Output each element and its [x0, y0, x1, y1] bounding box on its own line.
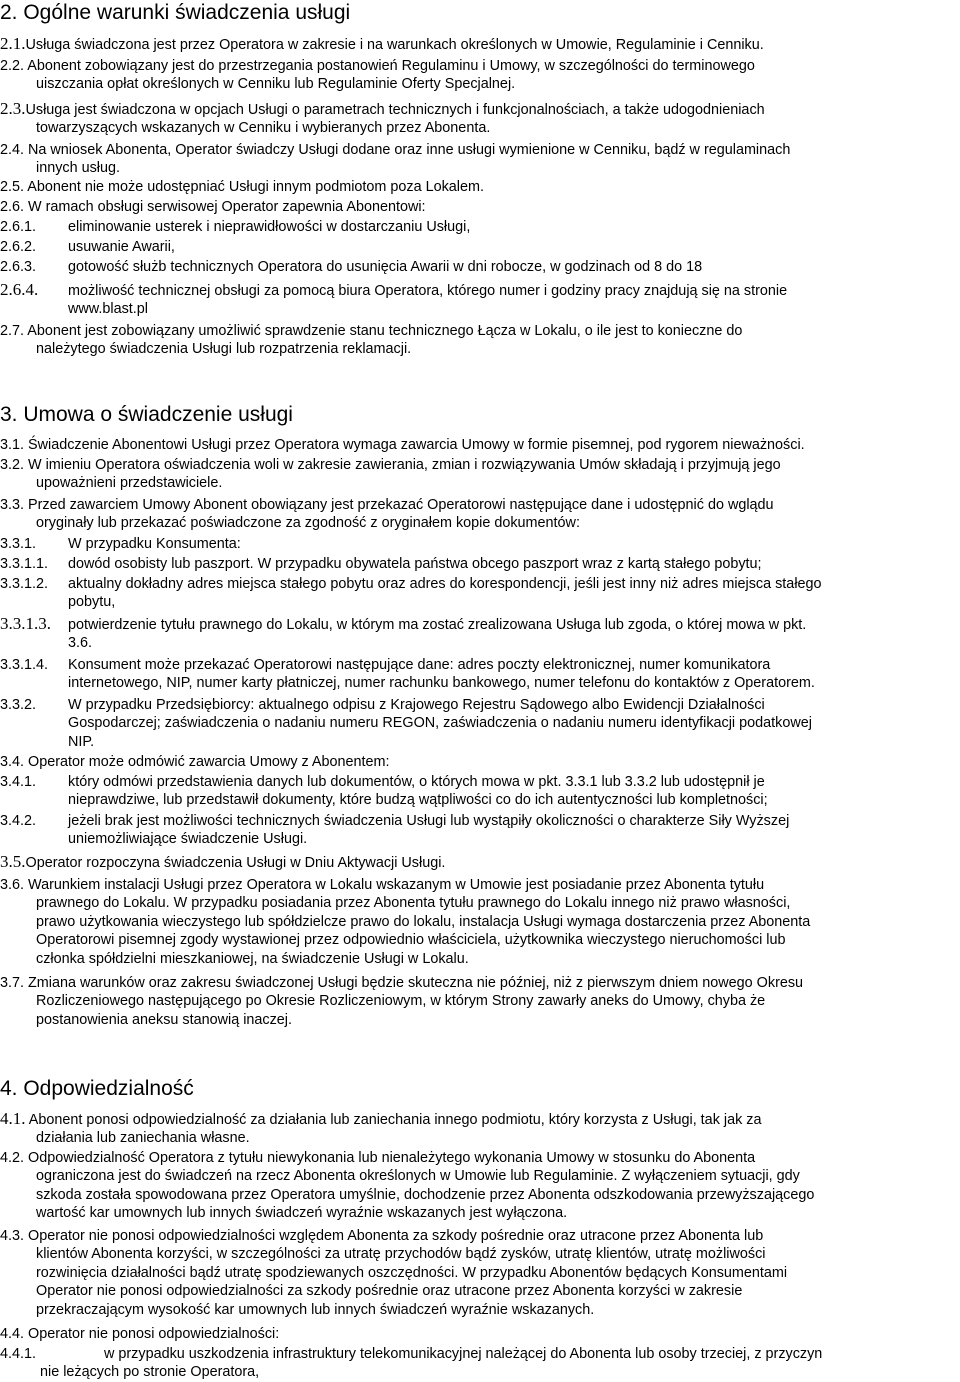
clause-text-continued: uniemożliwiające świadczenie Usługi. [68, 831, 308, 848]
clause-text: który odmówi przedstawienia danych lub dokumentów, o których mowa w pkt. 3.3.1 lub 3.3.2 lub udostępnił je [68, 774, 765, 790]
clause-2-6-4 [0, 281, 958, 319]
clause-3-7 [0, 974, 958, 1029]
section-title: 3. Umowa o świadczenie usługi [0, 403, 293, 426]
clause-number: 3.4.2. [0, 813, 37, 829]
clause-text: Odpowiedzialność Operatora z tytułu niewykonania lub nienależytego wykonania Umowy w stosunku do Abonenta [28, 1150, 756, 1166]
clause-2-6-1 [0, 218, 958, 236]
clause-text: jeżeli brak jest możliwości technicznych świadczenia Usługi lub wystąpiły okoliczności o charakterze Siły Wyższej [68, 813, 790, 829]
section-heading-2 [0, 0, 350, 26]
clause-text-continued: towarzyszących wskazanych w Cenniku i wybieranych przez Abonenta. [36, 120, 491, 137]
clause-text-continued: oryginały lub przekazać poświadczone za zgodność z oryginałem kopie dokumentów: [36, 515, 580, 532]
clause-text: W ramach obsługi serwisowej Operator zapewnia Abonentowi: [28, 199, 426, 215]
clause-number: 3.6. [0, 877, 25, 893]
clause-text-continued: nieprawdziwe, lub przedstawił dokumenty, które budzą wątpliwości co do ich autentyczności lub kompletności; [68, 792, 768, 809]
clause-2-6 [0, 198, 958, 216]
clause-text: w przypadku uszkodzenia infrastruktury telekomunikacyjnej należącej do Abonenta lub osoby trzeciej, z przyczyn [104, 1346, 823, 1362]
clause-number: 4.1. [0, 1109, 26, 1128]
clause-number: 2.6.1. [0, 219, 37, 235]
clause-text: Abonent jest zobowiązany umożliwić sprawdzenie stanu technicznego Łącza w Lokalu, o ile jest to konieczne do [27, 323, 743, 339]
clause-text-continued: Gospodarczej; zaświadczenia o nadaniu numeru REGON, zaświadczenia o nadaniu numeru identyfikacji podatkowej [68, 715, 812, 732]
clause-number: 3.4. [0, 754, 25, 770]
clause-number: 2.5. [0, 179, 25, 195]
clause-number: 4.3. [0, 1228, 25, 1244]
clause-text: potwierdzenie tytułu prawnego do Lokalu, w którym ma zostać zrealizowana Usługa lub zgoda, o której mowa w pkt. [68, 617, 807, 633]
clause-number: 4.4.1. [0, 1346, 37, 1362]
clause-number: 2.2. [0, 58, 25, 74]
clause-number: 3.4.1. [0, 774, 37, 790]
clause-text: gotowość służb technicznych Operatora do usunięcia Awarii w dni robocze, w godzinach od 8 do 18 [68, 259, 703, 275]
clause-number: 2.4. [0, 142, 25, 158]
clause-number: 3.3.1.1. [0, 556, 49, 572]
clause-3-4-1 [0, 773, 958, 810]
clause-text-continued: prawo użytkowania wieczystego lub spółdzielcze prawo do lokalu, instalacja Usługi wymaga dostarczenia przez Abonenta [36, 913, 811, 930]
clause-number: 4.2. [0, 1150, 25, 1166]
clause-text: aktualny dokładny adres miejsca stałego pobytu oraz adres do korespondencji, jeśli jest inny niż adres miejsca stałego [68, 576, 822, 592]
clause-2-7 [0, 322, 958, 359]
clause-text: Abonent ponosi odpowiedzialność za działania lub zaniechania innego podmiotu, który korzysta z Usługi, tak jak za [28, 1112, 762, 1128]
clause-text-continued: 3.6. [68, 635, 93, 652]
clause-number: 3.2. [0, 457, 25, 473]
clause-number: 2.6.3. [0, 259, 37, 275]
clause-number: 3.5. [0, 852, 26, 871]
clause-text-continued: wartość kar umownych lub innych świadczeń wyraźnie wskazanych jest wyłączona. [36, 1205, 568, 1222]
clause-number: 3.1. [0, 437, 25, 453]
clause-3-3-2 [0, 696, 958, 751]
clause-3-3-1-1 [0, 555, 958, 573]
clause-2-1 [0, 35, 958, 54]
clause-text-continued: rozwinięcia działalności bądź utratę spodziewanych oszczędności. W przypadku Abonentów będących Konsumentami [36, 1264, 788, 1281]
clause-4-3 [0, 1227, 958, 1319]
clause-3-2 [0, 456, 958, 493]
clause-number: 2.1. [0, 34, 26, 53]
clause-text-continued: przekraczającym wysokość kar umownych lub innych świadczeń wyraźnie wskazanych. [36, 1301, 595, 1318]
clause-text: Usługa jest świadczona w opcjach Usługi o parametrach technicznych i funkcjonalnościach, a także udogodnieniach [25, 102, 765, 118]
clause-text: Abonent zobowiązany jest do przestrzegania postanowień Regulaminu i Umowy, w szczególności do terminowego [27, 58, 755, 74]
clause-text: Konsument może przekazać Operatorowi następujące dane: adres poczty elektronicznej, numer komunikatora [68, 657, 771, 673]
clause-text-continued: ograniczona jest do świadczeń na rzecz Abonenta określonych w Umowie lub Regulaminie. Z wyłączeniem sytuacji, gdy [36, 1168, 800, 1185]
clause-3-6 [0, 876, 958, 968]
clause-3-4-2 [0, 812, 958, 849]
clause-text: Świadczenie Abonentowi Usługi przez Operatora wymaga zawarcia Umowy w formie pisemnej, pod rygorem nieważności. [28, 437, 805, 453]
clause-number: 3.3. [0, 497, 25, 513]
clause-4-1 [0, 1110, 958, 1148]
clause-4-4-1 [0, 1345, 958, 1382]
clause-text-continued: szkoda została spowodowana przez Operatora umyślnie, dochodzenie przez Abonenta odszkodowania przewyższającego [36, 1186, 815, 1203]
clause-4-4 [0, 1325, 958, 1343]
section-title: 2. Ogólne warunki świadczenia usługi [0, 1, 351, 24]
clause-2-4 [0, 141, 958, 178]
section-title: 4. Odpowiedzialność [0, 1077, 194, 1100]
clause-3-5 [0, 853, 958, 872]
clause-3-3-1-3 [0, 615, 958, 653]
clause-text: Przed zawarciem Umowy Abonent obowiązany jest przekazać Operatorowi następujące dane i udostępnić do wglądu [28, 497, 774, 513]
clause-text-continued: należytego świadczenia Usługi lub rozpatrzenia reklamacji. [36, 341, 412, 358]
clause-3-1 [0, 436, 958, 454]
clause-text-continued: pobytu, [68, 594, 116, 611]
clause-text-continued: internetowego, NIP, numer karty płatniczej, numer rachunku bankowego, numer telefonu do kontaktów z Operatorem. [68, 675, 815, 692]
clause-number: 4.4. [0, 1326, 25, 1342]
clause-text: dowód osobisty lub paszport. W przypadku obywatela państwa obcego paszport wraz z kartą stałego pobytu; [68, 556, 762, 572]
clause-number: 2.6. [0, 199, 25, 215]
clause-text: Operator może odmówić zawarcia Umowy z Abonentem: [28, 754, 390, 770]
clause-2-6-2 [0, 238, 958, 256]
clause-text: Na wniosek Abonenta, Operator świadczy Usługi dodane oraz inne usługi wymienione w Cenniku, bądź w regulaminach [28, 142, 791, 158]
clause-text-continued: prawnego do Lokalu. W przypadku posiadania przez Abonenta tytułu prawnego do Lokalu innego niż prawo własności, [36, 895, 791, 912]
section-heading-4 [0, 1076, 194, 1102]
clause-text-continued: członka spółdzielni mieszkaniowej, na świadczenie Usługi w Lokalu. [36, 950, 469, 967]
clause-2-6-3 [0, 258, 958, 276]
clause-text: W przypadku Przedsiębiorcy: aktualnego odpisu z Krajowego Rejestru Sądowego albo Ewidencji Działalności [68, 697, 765, 713]
clause-text-continued: Operatorowi pisemnej zgody wystawionej przez odpowiednio właściciela, użytkownika wieczystego nieruchomości lub [36, 932, 786, 949]
clause-text: Usługa świadczona jest przez Operatora w zakresie i na warunkach określonych w Umowie, Regulaminie i Cenniku. [25, 37, 764, 53]
clause-text-continued: uiszczania opłat określonych w Cenniku lub Regulaminie Oferty Specjalnej. [36, 76, 516, 93]
clause-text-continued: klientów Abonenta korzyści, w szczególności za utratę przychodów bądź zysków, utratę klientów, utratę możliwości [36, 1246, 766, 1263]
clause-number: 3.3.1. [0, 536, 37, 552]
clause-number: 3.7. [0, 975, 25, 991]
clause-number: 3.3.1.4. [0, 657, 49, 673]
clause-3-3-1-4 [0, 656, 958, 693]
clause-2-5 [0, 178, 958, 196]
clause-text: Operator rozpoczyna świadczenia Usługi w Dniu Aktywacji Usługi. [25, 855, 446, 871]
clause-3-3-1 [0, 535, 958, 553]
clause-text-continued: www.blast.pl [68, 301, 148, 318]
clause-text-continued: nie leżących po stronie Operatora, [40, 1364, 260, 1381]
clause-text: usuwanie Awarii, [68, 239, 175, 255]
clause-text: eliminowanie usterek i nieprawidłowości w dostarczaniu Usługi, [68, 219, 471, 235]
clause-number: 3.3.1.2. [0, 576, 49, 592]
clause-text-continued: działania lub zaniechania własne. [36, 1130, 250, 1147]
clause-number: 2.3. [0, 99, 26, 118]
clause-2-2 [0, 57, 958, 94]
clause-text: W imieniu Operatora oświadczenia woli w zakresie zawierania, zmian i rozwiązywania Umów składają i przyjmują jego [28, 457, 781, 473]
clause-text-continued: postanowienia aneksu stanowią inaczej. [36, 1011, 292, 1028]
clause-text: Abonent nie może udostępniać Usługi innym podmiotom poza Lokalem. [27, 179, 484, 195]
clause-number: 3.3.1.3. [0, 614, 51, 633]
clause-text: Warunkiem instalacji Usługi przez Operatora w Lokalu wskazanym w Umowie jest posiadanie przez Abonenta tytułu [28, 877, 765, 893]
clause-text-continued: Rozliczeniowego następującego po Okresie Rozliczeniowym, w którym Strony zawarły aneks do Umowy, chyba że [36, 993, 766, 1010]
clause-2-3 [0, 100, 958, 138]
clause-text: Zmiana warunków oraz zakresu świadczonej Usługi będzie skuteczna nie później, niż z pierwszym dniem nowego Okresu [28, 975, 804, 991]
clause-text: Operator nie ponosi odpowiedzialności: [28, 1326, 280, 1342]
clause-3-3-1-2 [0, 575, 958, 612]
clause-text-continued: NIP. [68, 733, 95, 750]
clause-text: W przypadku Konsumenta: [68, 536, 241, 552]
clause-text: możliwość technicznej obsługi za pomocą biura Operatora, którego numer i godziny pracy znajdują się na stronie [68, 283, 788, 299]
clause-number: 2.6.4. [0, 280, 39, 299]
clause-text-continued: Operator nie ponosi odpowiedzialności za szkody pośrednie oraz utracone przez Abonenta korzyści w zakresie [36, 1283, 743, 1300]
clause-number: 3.3.2. [0, 697, 37, 713]
clause-3-3 [0, 496, 958, 533]
clause-text: Operator nie ponosi odpowiedzialności względem Abonenta za szkody pośrednie oraz utracone przez Abonenta lub [28, 1228, 764, 1244]
clause-number: 2.6.2. [0, 239, 37, 255]
clause-text-continued: innych usług. [36, 160, 120, 177]
clause-4-2 [0, 1149, 958, 1223]
clause-text-continued: upoważnieni przedstawiciele. [36, 475, 223, 492]
clause-number: 2.7. [0, 323, 25, 339]
clause-3-4 [0, 753, 958, 771]
section-heading-3 [0, 402, 293, 428]
